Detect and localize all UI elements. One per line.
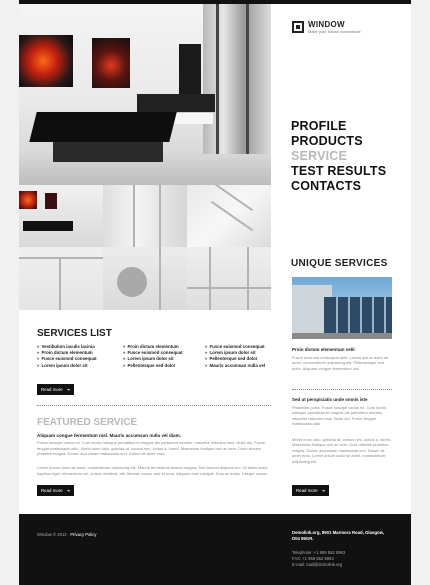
service-link[interactable]: » Lorem ipsum dolor sit	[123, 356, 183, 362]
unique-services-title: UNIQUE SERVICES	[291, 258, 388, 269]
nav-contacts[interactable]: CONTACTS	[291, 179, 362, 193]
gallery-thumb[interactable]	[19, 247, 103, 310]
services-column	[37, 344, 97, 369]
hero-image	[19, 4, 271, 185]
unique-item-title: Sed ut perspiciatis unde omnis iste	[292, 397, 368, 402]
brand-title: WINDOW	[308, 20, 345, 29]
featured-subtitle: Aliquam congue fermentum nisl. Mauris accumsan nulla vel diam.	[37, 433, 181, 438]
table-top	[29, 112, 176, 142]
unique-item-title: Proin dictum elementum velit	[292, 347, 355, 352]
table-base	[53, 140, 163, 162]
gallery-thumb[interactable]	[103, 185, 187, 247]
service-link[interactable]: » Fusce euismod consequat	[37, 356, 97, 362]
arrow-right-icon: ➜	[321, 488, 326, 493]
nav-products[interactable]: PRODUCTS	[291, 134, 363, 148]
featured-service-title: FEATURED SERVICE	[37, 417, 138, 428]
service-link[interactable]: » Pellentesque sed dolor	[205, 356, 265, 362]
privacy-policy-link[interactable]: Privacy Policy	[70, 532, 97, 537]
services-column	[123, 344, 183, 369]
painting	[92, 38, 130, 88]
footer	[19, 514, 411, 585]
service-link[interactable]: » Lorem ipsum dolor sit	[37, 363, 97, 369]
unique-item-text: Phasellus porta. Fusce suscipit varius mi. Cum sociis natoque penatibus et magnis dis parturient montes, nascetur ridiculus mus. Nulla dui. Fusce feugiat malesuada odio.	[292, 405, 387, 427]
featured-text: Lorem ipsum dolor sit amet, consectetuer adipiscing elit. Mauris fermentum dictum magna. Sed laoreet aliquam leo. Ut tellus dolor, dapibus eget, elementum vel, cursus eleifend, elit. Aenean auctor wisi et urna. Aliquam erat volutpat. Duis ac turpis. Integer rutrum	[37, 465, 268, 476]
copyright-text: Window © 2013 ·	[37, 532, 70, 537]
services-column	[205, 344, 265, 369]
cabinet	[179, 44, 201, 94]
service-link[interactable]: » Proin dictum elementum	[37, 350, 97, 356]
service-link[interactable]: » Proin dictum elementum	[123, 344, 183, 350]
divider	[37, 405, 271, 406]
contact-info	[292, 550, 345, 568]
gallery-thumb[interactable]	[19, 185, 103, 247]
brand-tagline: Make your house comfortable	[308, 29, 361, 34]
window-logo-icon	[292, 21, 304, 33]
arrow-right-icon: ➜	[66, 387, 71, 392]
button-label: Read more	[41, 488, 63, 493]
email-link[interactable]: E-mail: mail@demolink.org	[292, 562, 343, 567]
unique-item-text: Fusce euismod consequat ante. Lorem ipsum dolor sit amet, consectetuer adipiscing elit. Pellentesque sed dolor. Aliquam congue fermentum nisl.	[292, 355, 389, 371]
gallery	[19, 185, 271, 310]
telephone: Telephone: +1 959 552 5963	[292, 550, 346, 555]
service-link[interactable]: » Pellentesque sed dolor	[123, 363, 183, 369]
gallery-thumb[interactable]	[187, 247, 271, 310]
service-link[interactable]: » Fusce euismod consequat	[123, 350, 183, 356]
gallery-thumb[interactable]	[187, 185, 271, 247]
counter	[137, 94, 215, 112]
copyright	[37, 532, 96, 537]
services-list-title: SERVICES LIST	[37, 328, 112, 339]
service-link[interactable]: » Mauris accumsan nulla vel	[205, 363, 265, 369]
address: Demolink.org, 8901 Marmora Road, Glasgow, D04 89GR.	[292, 530, 385, 541]
featured-text: Fusce suscipit varius mi. Cum sociis natoque penatibus et magnis dis parturient montes, nascetur ridiculus mus. Nulla dui. Fusce feugiat malesuada odio. Morbi nunc odio, gravida at, cursus nec, luctus a, lorem. Maecenas tristique orci ac sem. Duis ultricies pharetra magna. Donec accumsan malesuada orci. Donec sit amet eros.	[37, 440, 266, 456]
unique-item-text: Morbi nunc odio, gravida at, cursus nec, luctus a, lorem. Maecenas tristique orci ac sem. Duis ultricies pharetra magna. Donec accumsan malesuada orci. Donec sit amet eros. Lorem ipsum dolor sit amet, consectetuer adipiscing elit.	[292, 437, 392, 464]
featured-read-more-button[interactable]	[37, 485, 74, 496]
button-label: Read more	[41, 387, 63, 392]
nav-service[interactable]: SERVICE	[291, 149, 348, 163]
unique-read-more-button[interactable]	[292, 485, 329, 496]
main-nav	[291, 119, 386, 194]
service-link[interactable]: » Vestibulum iaculis lacinia	[37, 344, 97, 350]
nav-profile[interactable]: PROFILE	[291, 119, 347, 133]
service-link[interactable]: » Lorem ipsum dolor sit	[205, 350, 265, 356]
arrow-right-icon: ➜	[66, 488, 71, 493]
nav-test-results[interactable]: TEST RESULTS	[291, 164, 387, 178]
button-label: Read more	[296, 488, 318, 493]
page	[19, 0, 411, 585]
logo[interactable]	[292, 20, 361, 34]
building-image	[292, 277, 392, 339]
fax: FAX: +1 959 552 5963	[292, 556, 334, 561]
divider	[292, 389, 392, 390]
services-read-more-button[interactable]	[37, 384, 74, 395]
painting	[19, 35, 73, 87]
service-link[interactable]: » Fusce euismod consequat	[205, 344, 265, 350]
gallery-thumb[interactable]	[103, 247, 187, 310]
